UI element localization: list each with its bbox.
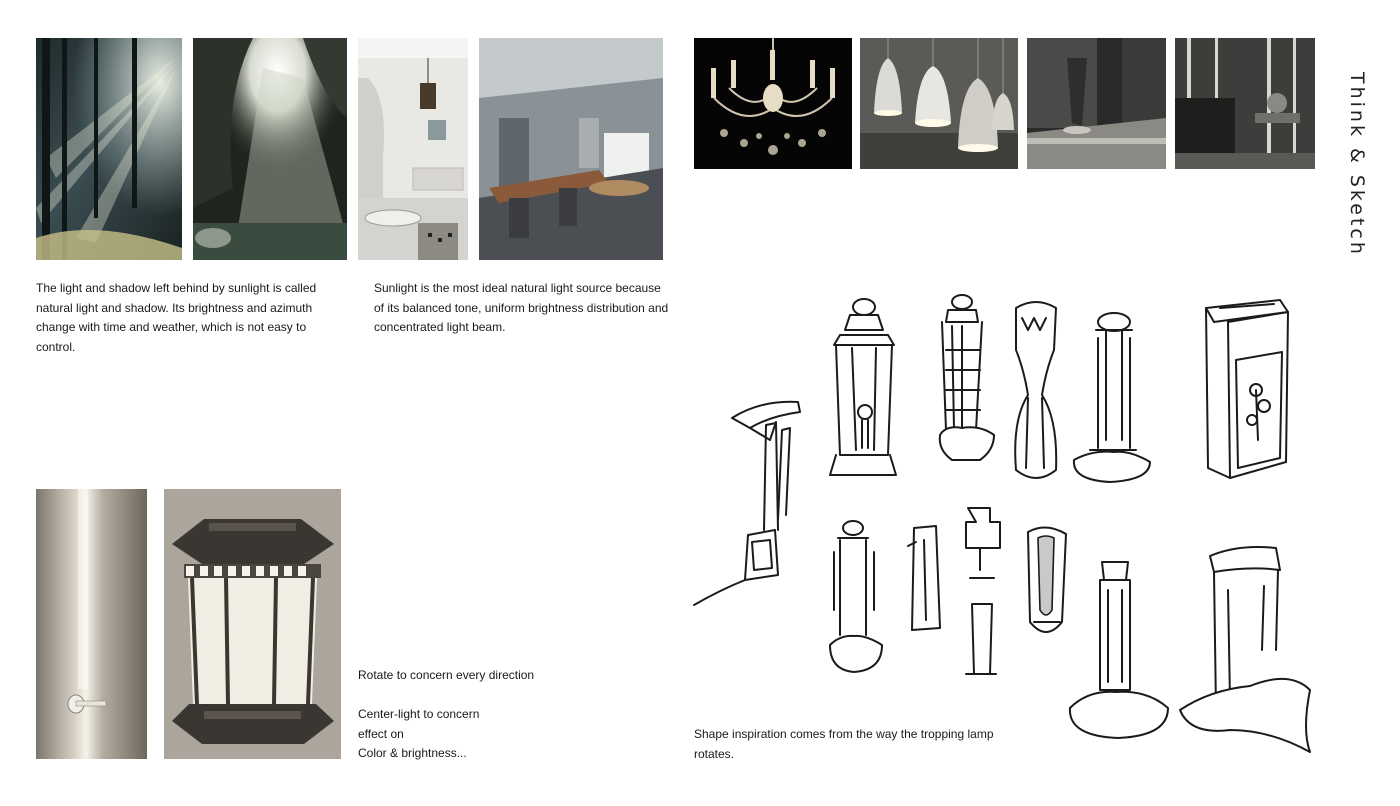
cave-light-photo (193, 38, 347, 260)
white-room-photo (358, 38, 468, 260)
wall-sconce-photo (36, 489, 147, 759)
sketch-cylinder-lamp (940, 295, 994, 460)
sketch-arm-lamp (694, 402, 800, 605)
sketch-sculptural-lamp (1180, 547, 1310, 752)
forest-light-photo (36, 38, 182, 260)
sketch-bracket-lamp (908, 526, 940, 630)
sketch-floral-box-lamp (1206, 300, 1288, 478)
chandelier-photo (694, 38, 852, 169)
sketch-stand-lamps (966, 508, 1000, 674)
sketch-bottle-lamp (1015, 302, 1056, 478)
caption-rotate-concern: Rotate to concern every direction Center-light to concern effect on Color & brightness... (358, 668, 535, 760)
caption-shape-inspiration: Shape inspiration comes from the way the tropping lamp rotates. (694, 727, 994, 761)
sketch-hex-lantern (830, 299, 896, 475)
pendant-lamps-photo (860, 38, 1018, 169)
side-title: Think & Sketch (1346, 72, 1368, 257)
hexagon-lantern-photo (164, 489, 341, 759)
caption-sunlight-ideal: Sunlight is the most ideal natural light source because of its balanced tone, uniform brightness distribution and concentrated light beam. (374, 281, 669, 334)
sketch-column-lamp (1070, 562, 1168, 738)
sketch-round-base-lamp (830, 521, 882, 672)
linear-wall-light-photo (1175, 38, 1315, 169)
living-room-photo (479, 38, 663, 260)
lamp-sketches (690, 290, 1330, 765)
sketch-capsule-lamp (1028, 527, 1066, 632)
sketch-pillar-lamp (1074, 313, 1150, 482)
caption-sunlight-shadow: The light and shadow left behind by sunlight is called natural light and shadow. Its brightness and azimuth change with time and weather, which is not easy to control. (36, 281, 317, 354)
floor-light-photo (1027, 38, 1166, 169)
